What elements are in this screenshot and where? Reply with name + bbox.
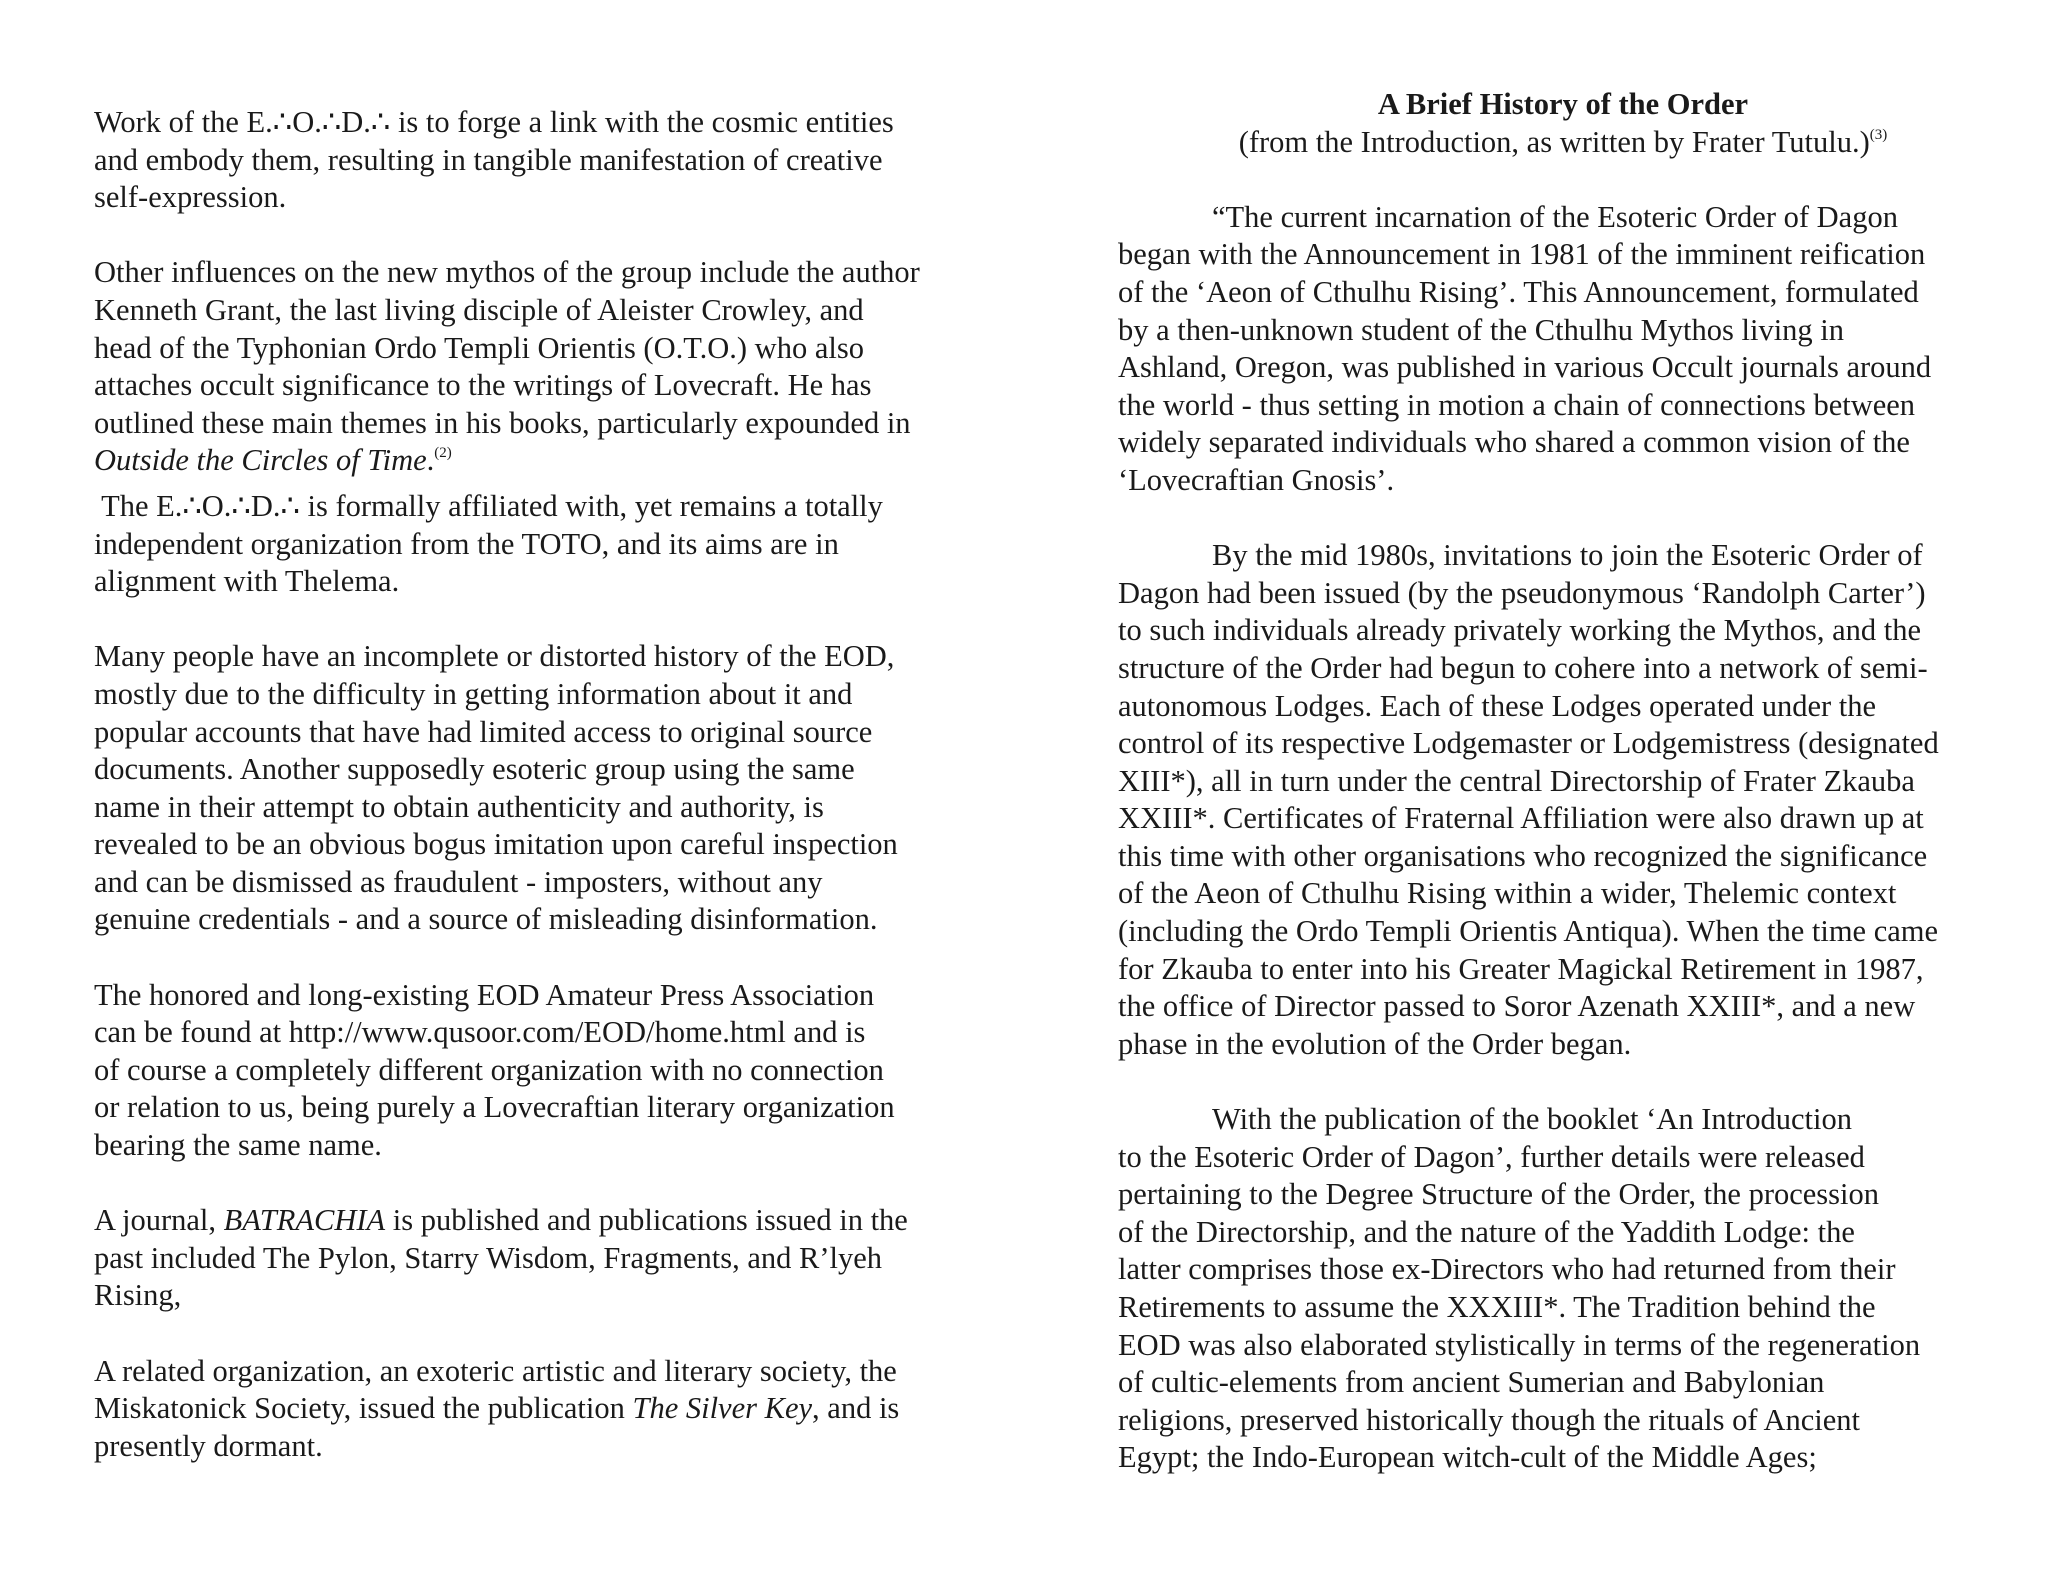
left-column <box>94 104 974 1465</box>
text-line: attaches occult significance to the writings of Lovecraft. He has <box>94 368 872 403</box>
text-line: Egypt; the Indo-European witch-cult of the Middle Ages; <box>1118 1440 1817 1475</box>
text-line: widely separated individuals who shared a common vision of the <box>1118 425 1910 460</box>
text-line: alignment with Thelema. <box>94 564 400 599</box>
publication-title-italic: The Silver Key <box>632 1391 813 1426</box>
text-line: popular accounts that have had limited access to original source <box>94 714 873 749</box>
text-line: past included The Pylon, Starry Wisdom, Fragments, and R’lyeh <box>94 1240 883 1275</box>
paragraph-related-organization <box>94 1353 974 1466</box>
text-line: by a then-unknown student of the Cthulhu Mythos living in <box>1118 312 1845 347</box>
text-line: latter comprises those ex-Directors who had returned from their <box>1118 1252 1896 1287</box>
text-line: phase in the evolution of the Order began. <box>1118 1026 1632 1061</box>
footnote-marker: (3) <box>1869 126 1888 143</box>
text-line: XXIII*. Certificates of Fraternal Affiliation were also drawn up at <box>1118 801 1924 836</box>
text-line: structure of the Order had begun to cohere into a network of semi- <box>1118 650 1928 685</box>
right-column <box>1118 86 2008 1477</box>
text-line: Retirements to assume the XXXIII*. The Tradition behind the <box>1118 1290 1876 1324</box>
text-line: outlined these main themes in his books, particularly expounded in <box>94 405 911 440</box>
text-line: of the Aeon of Cthulhu Rising within a wider, Thelemic context <box>1118 876 1897 911</box>
text-line: control of its respective Lodgemaster or Lodgemistress (designated <box>1118 726 1939 761</box>
text-line <box>94 1390 974 1428</box>
text-line: autonomous Lodges. Each of these Lodges operated under the <box>1118 688 1877 723</box>
text-line: the office of Director passed to Soror Azenath XXIII*, and a new <box>1118 989 1916 1024</box>
paragraph-distorted-history <box>94 638 974 939</box>
paragraph-journal <box>94 1202 974 1315</box>
text-line: this time with other organisations who recognized the significance <box>1118 838 1928 873</box>
subtitle-text: (from the Introduction, as written by Frater Tutulu.) <box>1238 124 1870 159</box>
text-line: ‘Lovecraftian Gnosis’. <box>1118 462 1395 497</box>
text-line: self-expression. <box>94 180 287 215</box>
text-fragment: Miskatonick Society, issued the publication <box>94 1391 633 1426</box>
text-line: By the mid 1980s, invitations to join the Esoteric Order of <box>1212 538 1923 573</box>
text-line: of course a completely different organization with no connection <box>94 1052 884 1087</box>
text-line: began with the Announcement in 1981 of the imminent reification <box>1118 237 1926 272</box>
paragraph-other-influences <box>94 254 974 480</box>
text-line: The honored and long-existing EOD Amateur Press Association <box>94 977 875 1012</box>
paragraph-current-incarnation <box>1118 199 2008 500</box>
text-line: documents. Another supposedly esoteric group using the same <box>94 752 855 787</box>
book-title-italic: Outside the Circles of Time <box>94 443 427 478</box>
text-line: or relation to us, being purely a Lovecraftian literary organization <box>94 1090 895 1125</box>
text-line: of the Directorship, and the nature of the Yaddith Lodge: the <box>1118 1214 1855 1249</box>
paragraph-press-association <box>94 977 974 1165</box>
journal-title-italic: BATRACHIA <box>223 1203 386 1238</box>
text-line: head of the Typhonian Ordo Templi Orientis (O.T.O.) who also <box>94 330 864 365</box>
text-line: Kenneth Grant, the last living disciple of Aleister Crowley, and <box>94 292 864 327</box>
text-line: Other influences on the new mythos of the group include the author <box>94 255 920 290</box>
paragraph-mid-1980s <box>1118 537 2008 1063</box>
text-line: Rising, <box>94 1278 182 1313</box>
text-line: of the ‘Aeon of Cthulhu Rising’. This Announcement, formulated <box>1118 274 1919 309</box>
text-line: Dagon had been issued (by the pseudonymous ‘Randolph Carter’) <box>1118 575 1926 610</box>
text-line: religions, preserved historically though the rituals of Ancient <box>1118 1402 1860 1437</box>
text-line: pertaining to the Degree Structure of the Order, the procession <box>1118 1177 1880 1212</box>
section-subtitle <box>1118 124 2008 162</box>
text-line: independent organization from the TOTO, and its aims are in <box>94 526 839 561</box>
text-line: and embody them, resulting in tangible manifestation of creative <box>94 142 883 177</box>
text-line: presently dormant. <box>94 1428 323 1463</box>
text-line: EOD was also elaborated stylistically in terms of the regeneration <box>1118 1327 1921 1362</box>
text-line: “The current incarnation of the Esoteric Order of Dagon <box>1212 199 1898 234</box>
text-line: The E.∴O.∴D.∴ is formally affiliated with, yet remains a totally <box>94 488 883 523</box>
text-line: Many people have an incomplete or distorted history of the EOD, <box>94 639 895 674</box>
text-line: XIII*), all in turn under the central Directorship of Frater Zkauba <box>1118 763 1915 798</box>
text-line <box>94 1202 974 1240</box>
paragraph-work-of-eod <box>94 104 974 217</box>
paragraph-publication-booklet <box>1118 1101 2008 1477</box>
text-line: bearing the same name. <box>94 1128 382 1163</box>
text-line: and can be dismissed as fraudulent - imposters, without any <box>94 864 823 899</box>
text-line: to the Esoteric Order of Dagon’, further details were released <box>1118 1139 1865 1174</box>
text-fragment: A journal, <box>94 1203 224 1238</box>
paragraph-affiliation <box>94 488 974 601</box>
text-line: mostly due to the difficulty in getting information about it and <box>94 676 853 711</box>
section-title: A Brief History of the Order <box>1377 87 1749 121</box>
right-page <box>1024 0 2048 1582</box>
text-line <box>94 442 974 480</box>
text-line: of cultic-elements from ancient Sumerian and Babylonian <box>1118 1365 1825 1400</box>
text-line: to such individuals already privately working the Mythos, and the <box>1118 613 1922 648</box>
text-line: genuine credentials - and a source of misleading disinformation. <box>94 902 878 937</box>
text-line: A related organization, an exoteric artistic and literary society, the <box>94 1353 897 1388</box>
text-line: With the publication of the booklet ‘An Introduction <box>1212 1102 1852 1137</box>
text-line: for Zkauba to enter into his Greater Magickal Retirement in 1987, <box>1118 951 1924 986</box>
text-line: can be found at http://www.qusoor.com/EOD/home.html and is <box>94 1015 866 1050</box>
text-line: name in their attempt to obtain authenticity and authority, is <box>94 789 824 824</box>
footnote-marker: (2) <box>434 445 452 462</box>
text-line: (including the Ordo Templi Orientis Antiqua). When the time came <box>1118 914 1939 949</box>
text-fragment: , and is <box>812 1391 900 1426</box>
text-fragment: . <box>426 443 435 478</box>
text-line: Ashland, Oregon, was published in various Occult journals around <box>1118 350 1932 385</box>
text-line: revealed to be an obvious bogus imitation upon careful inspection <box>94 827 898 862</box>
text-line: the world - thus setting in motion a chain of connections between <box>1118 387 1916 422</box>
text-line: Work of the E.∴O.∴D.∴ is to forge a link with the cosmic entities <box>94 105 894 139</box>
text-fragment: is published and publications issued in the <box>385 1203 908 1238</box>
